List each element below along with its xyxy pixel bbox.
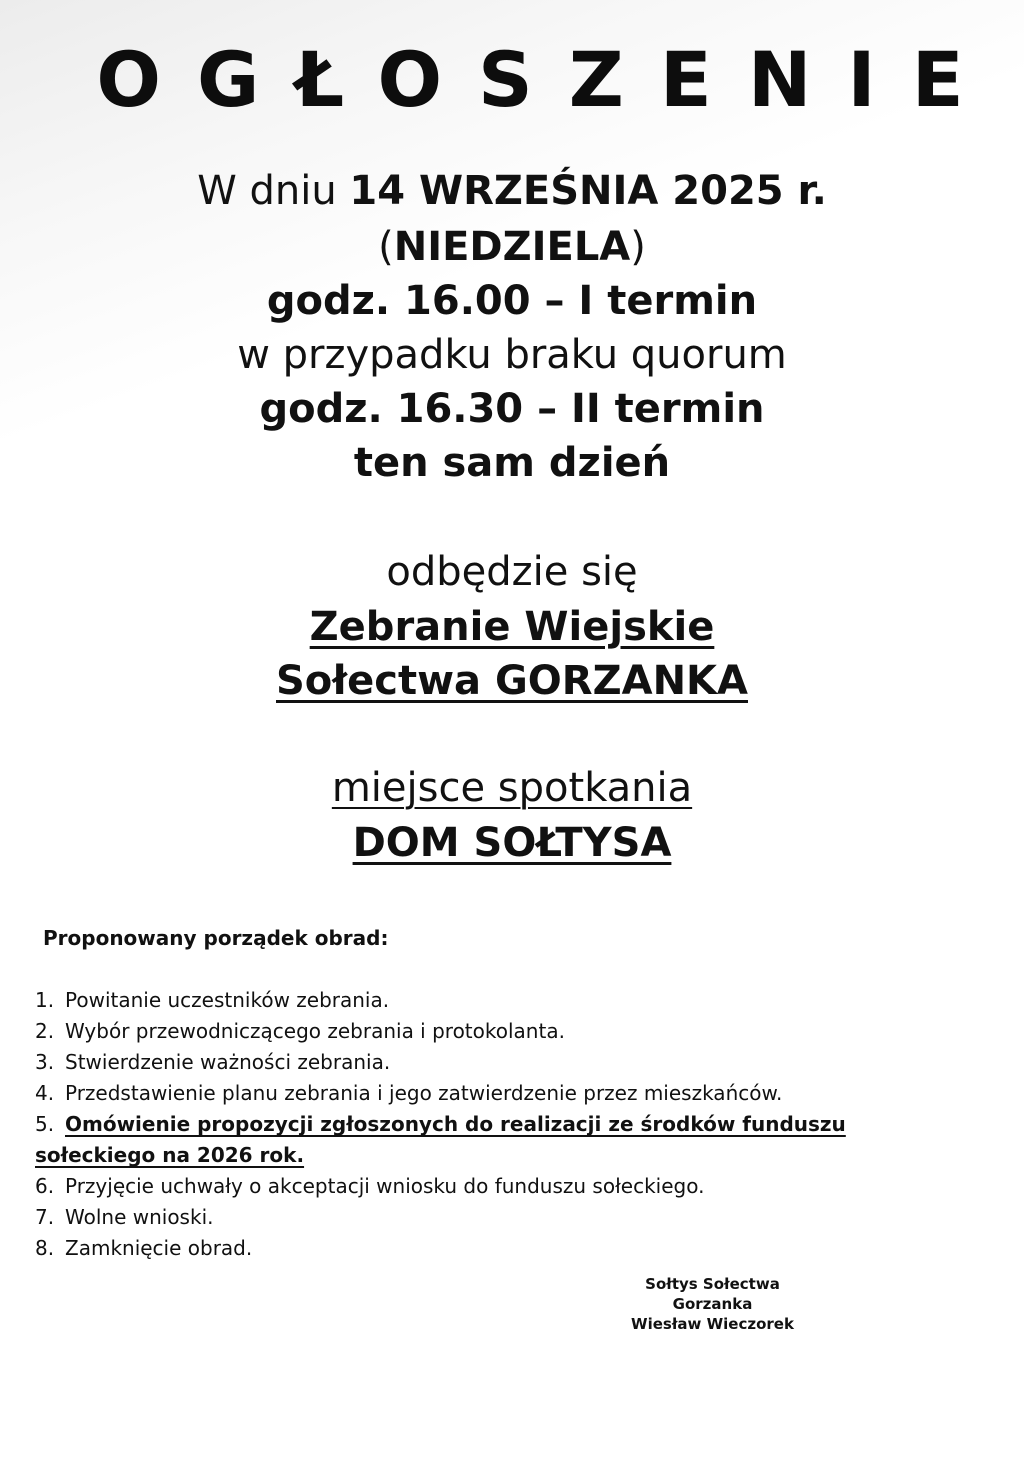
agenda-item-number: 3. [35,1050,55,1074]
meeting-day: NIEDZIELA [393,224,631,270]
signature-name: Wiesław Wieczorek [631,1315,794,1333]
quorum-note: w przypadku braku quorum [237,332,787,378]
agenda-item-number: 8. [35,1236,55,1260]
agenda-list [35,985,995,1264]
agenda-item [35,1233,995,1264]
agenda-item-text: Przedstawienie planu zebrania i jego zatwierdzenie przez mieszkańców. [65,1081,783,1105]
signature-block [600,1274,825,1334]
place-label-line [0,761,1024,815]
meeting-name-2: Sołectwa GORZANKA [276,658,748,704]
agenda-item-number: 5. [35,1112,55,1136]
day-line [0,220,1024,274]
day-paren-close: ) [630,224,646,270]
agenda-item-number: 4. [35,1081,55,1105]
agenda-item-number: 1. [35,988,55,1012]
will-be-held: odbędzie się [386,549,638,595]
day-paren-open: ( [378,224,394,270]
agenda-item-number: 6. [35,1174,55,1198]
meeting-date: 14 WRZEŚNIA 2025 r. [349,168,827,214]
same-day-note: ten sam dzień [353,440,671,486]
second-term: godz. 16.30 – II termin [259,386,765,432]
agenda-item-text: Wybór przewodniczącego zebrania i protokolanta. [65,1019,565,1043]
date-prefix: W dniu [197,168,350,214]
meeting-name-line1 [0,600,1024,654]
notice-title: OGŁOSZENIE [96,35,1000,124]
place-label: miejsce spotkania [331,765,693,811]
agenda-item [35,1016,995,1047]
agenda-item-highlighted [35,1109,915,1171]
agenda-item-number: 2. [35,1019,55,1043]
agenda-item [35,1047,995,1078]
meeting-place: DOM SOŁTYSA [352,820,672,866]
agenda-item-text: Stwierdzenie ważności zebrania. [65,1050,391,1074]
agenda-item [35,985,995,1016]
agenda-item-text: Omówienie propozycji zgłoszonych do realizacji ze środków funduszu sołeckiego na 2026 rok. [35,1112,846,1167]
agenda-item-text: Wolne wnioski. [65,1205,214,1229]
date-line [0,164,1024,218]
signature-title: Sołtys Sołectwa [645,1275,780,1293]
signature-village: Gorzanka [672,1295,753,1313]
agenda-item [35,1171,995,1202]
place-line [0,816,1024,870]
agenda-item [35,1202,995,1233]
meeting-name-1: Zebranie Wiejskie [309,604,715,650]
agenda-item [35,1078,995,1109]
agenda-item-text: Przyjęcie uchwały o akceptacji wniosku do funduszu sołeckiego. [65,1174,705,1198]
agenda-item-text: Powitanie uczestników zebrania. [65,988,390,1012]
meeting-name-line2 [0,654,1024,708]
agenda-item-number: 7. [35,1205,55,1229]
agenda-title: Proponowany porządek obrad: [43,926,389,950]
first-term: godz. 16.00 – I termin [266,278,758,324]
agenda-item-text: Zamknięcie obrad. [65,1236,253,1260]
